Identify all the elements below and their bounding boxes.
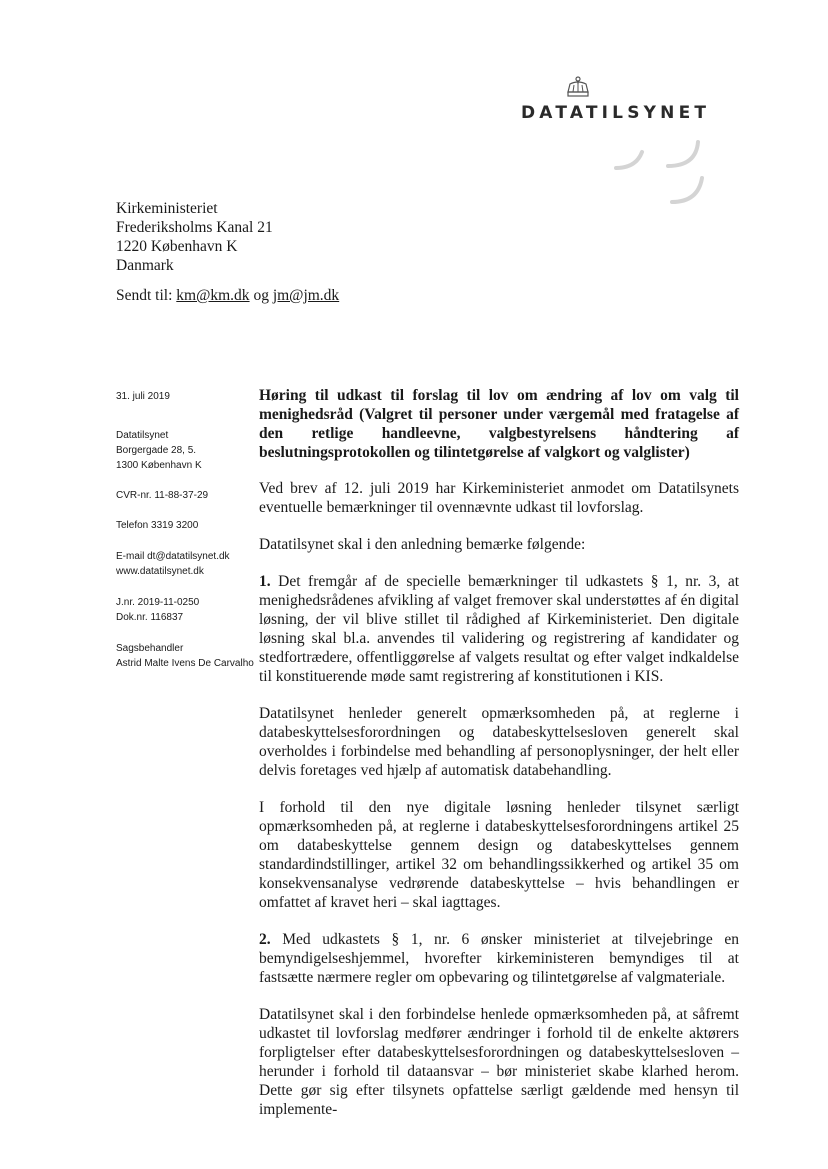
sender-email[interactable]: E-mail dt@datatilsynet.dk [116, 551, 230, 562]
recipient-country: Danmark [116, 257, 174, 274]
recipient-city: 1220 København K [116, 238, 238, 255]
paragraph-remark: Datatilsynet skal i den anledning bemærke følgende: [259, 536, 586, 553]
email-link-km[interactable]: km@km.dk [176, 287, 250, 304]
paragraph-general-rules: Datatilsynet henleder generelt opmærksomheden på, at reglerne i databeskyttelsesforordningen og databeskyttelsesloven generelt skal overholdes i forbindelse med behandling af personoplysninger, der helt eller delvis foretages ved hjælp af automatisk databehandling. [259, 705, 739, 779]
paragraph-digital-solution: I forhold til den nye digitale løsning henleder tilsynet særligt opmærksomheden på, at reglerne i databeskyttelsesforordningens artikel 25 om databeskyttelse gennem design og databeskyttelses gennem standardindstillinger, artikel 32 om behandlingssikkerhed og artikel 35 om konsekvensanalyse vedrørende databeskyttelse – hvis behandlingen er omfattet af kravet heri – skal iagttages. [259, 799, 739, 911]
sender-city: 1300 København K [116, 460, 202, 471]
journal-number: J.nr. 2019-11-0250 [116, 597, 200, 608]
decorative-marks-icon [612, 136, 712, 208]
point-number: 2. [259, 931, 271, 948]
recipient-address [116, 199, 273, 275]
email-link-jm[interactable]: jm@jm.dk [272, 287, 340, 304]
phone-number: Telefon 3319 3200 [116, 520, 199, 531]
paragraph-point-1: 1. Det fremgår af de specielle bemærkninger til udkastets § 1, nr. 3, at menighedsrådenes afvikling af valget fremover skal understøttes af én digital løsning, der vil blive stillet til rådighed af Kirkeministeriet. Den digitale løsning skal bl.a. anvendes til validering og registrering af kandidater og stedfortrædere, offentliggørelse af valgets resultat og efter valget indkaldelse til konstituerende møde samt registrering af konstitutionen i KIS. [259, 573, 740, 685]
recipient-name: Kirkeministeriet [116, 200, 218, 217]
contact-info [116, 549, 256, 579]
letter-heading: Høring til udkast til forslag til lov om ændring af lov om valg til menighedsråd (Valgret til personer under værgemål med fratagelse af den retlige handleevne, valgbestyrelsens håndtering af beslutningsprotokollen og tilintetgørelse af valgkort og valglister) [259, 387, 739, 461]
sender-website[interactable]: www.datatilsynet.dk [116, 566, 204, 577]
paragraph-intro: Ved brev af 12. juli 2019 har Kirkeministeriet anmodet om Datatilsynets eventuelle bemærkninger til ovennævnte udkast til lovforslag. [259, 480, 739, 516]
document-number: Dok.nr. 116837 [116, 612, 184, 623]
point-number: 1. [259, 573, 271, 590]
crown-icon [565, 76, 591, 100]
sender-org: Datatilsynet [116, 430, 169, 441]
paragraph-data-responsibility: Datatilsynet skal i den forbindelse henlede opmærksomheden på, at såfremt udkastet til lovforslag medfører ændringer i forhold til de enkelte aktørers forpligtelser efter databeskyttelsesforordningen og databeskyttelsesloven – herunder i forhold til dataansvar – bør ministeriet skabe klarhed herom. Dette gør sig efter tilsynets opfattelse særligt gældende med hensyn til implemente- [259, 1006, 739, 1118]
letter-date: 31. juli 2019 [116, 391, 170, 402]
sent-to-connector: og [253, 287, 269, 304]
case-handler-name: Astrid Malte Ivens De Carvalho [116, 658, 254, 669]
case-handler [116, 641, 256, 671]
sender-address [116, 428, 256, 473]
case-handler-label: Sagsbehandler [116, 643, 184, 654]
letter-body [259, 386, 739, 1137]
cvr-number: CVR-nr. 11-88-37-29 [116, 490, 209, 501]
sender-street: Borgergade 28, 5. [116, 445, 197, 456]
sent-to-label: Sendt til: [116, 287, 173, 304]
recipient-street: Frederiksholms Kanal 21 [116, 219, 273, 236]
case-numbers [116, 595, 256, 625]
logo-wordmark: DATATILSYNET [521, 103, 711, 123]
paragraph-point-2: 2. Med udkastets § 1, nr. 6 ønsker ministeriet at tilvejebringe en bemyndigelseshjemmel, hvorefter kirkeministeren bemyndiges til at fastsætte nærmere regler om opbevaring og tilintetgørelse af valgmateriale. [259, 931, 740, 986]
sent-to-line [116, 287, 339, 305]
